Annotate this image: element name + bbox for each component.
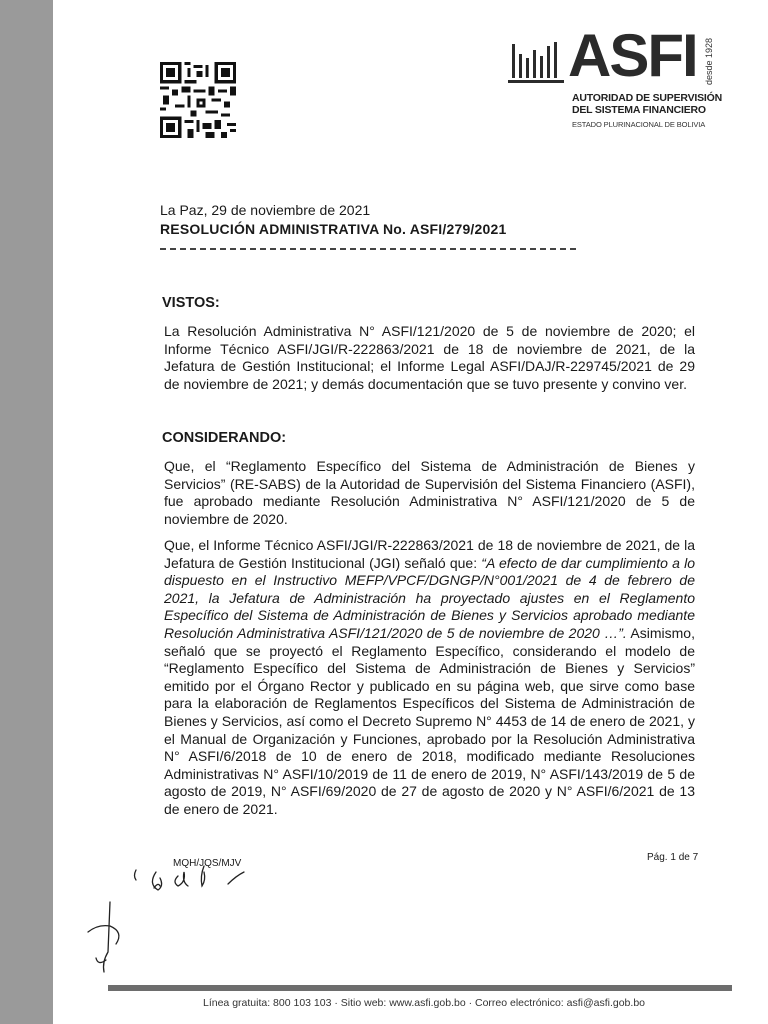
handwritten-signature-icon [70, 862, 290, 982]
logo-bars-icon [508, 40, 564, 90]
paragraph-2-quote: “A efecto de dar cumplimiento a lo dispuesto en el Instructivo MEFP/VPCF/DGNGP/N°001/2021 de 4 de febrero de 2021, la Jefatura de Administración ha proyectado ajustes en el Reglamento Específico del Sistema de Administración de Bienes y Servicios aprobado mediante Resolución Administrativa ASFI/121/2020 de 5 de noviembre de 2020 …”. [164, 554, 696, 641]
logo-line-1: AUTORIDAD DE SUPERVISIÓN [572, 92, 723, 104]
paragraph-2-intro: Que, el Informe Técnico ASFI/JGI/R-222863/2021 de 18 de noviembre de 2021, de la Jefatura de Gestión Institucional (JGI) señaló que: [164, 537, 695, 571]
logo-acronym: ASFI [568, 22, 697, 89]
logo-line-3: ESTADO PLURINACIONAL DE BOLIVIA [572, 120, 706, 129]
paragraph-2-body: Asimismo, señaló que se proyectó el Reglamento Específico, considerando el modelo de “Reglamento Específico del Sistema de Administración de Bienes y Servicios” emitido por el Órgano Rector y publicado en su página web, que sirve como base para la elaboración de Reglamentos Específicos del Sistema de Administración de Bienes y Servicios, así como el Decreto Supremo N° 4453 de 14 de enero de 2021, y el Manual de Organización y Funciones, aprobado por la Resolución Administrativa N° ASFI/6/2018 de 10 de enero de 2018, modificado mediante Resoluciones Administrativas N° ASFI/10/2019 de 11 de enero de 2019, N° ASFI/143/2019 de 5 de agosto de 2019, N° ASFI/69/2020 de 27 de agosto de 2020 y N° ASFI/6/2021 de 13 de enero de 2021. [164, 624, 695, 817]
qr-code-icon [160, 62, 236, 138]
vistos-paragraph: La Resolución Administrativa N° ASFI/121/2020 de 5 de noviembre de 2020; el Informe Técnico ASFI/JGI/R-222863/2021 de 18 de noviembre de 2021, de la Jefatura de Gestión Institucional; el Informe Legal ASFI/DAJ/R-229745/2021 de 29 de noviembre de 2021; y demás documentación que se tuvo presente y convino ver. [164, 323, 695, 392]
scan-edge-strip [0, 0, 53, 1024]
logo-line-2: DEL SISTEMA FINANCIERO [572, 104, 706, 116]
document-date: La Paz, 29 de noviembre de 2021 [160, 202, 371, 218]
considerando-paragraph-1: Que, el “Reglamento Específico del Sistema de Administración de Bienes y Servicios” (RE-SABS) de la Autoridad de Supervisión del Sistema Financiero (ASFI), fue aprobado mediante Resolución Administrativa N° ASFI/121/2020 de 5 de noviembre de 2020. [164, 458, 695, 527]
footer-contact: Línea gratuita: 800 103 103 · Sitio web: www.asfi.gob.bo · Correo electrónico: asfi@asfi.gob.bo [203, 997, 645, 1009]
vistos-heading: VISTOS: [162, 295, 220, 311]
considerando-heading: CONSIDERANDO: [162, 430, 287, 446]
resolution-title: RESOLUCIÓN ADMINISTRATIVA No. ASFI/279/2021 [160, 221, 507, 237]
considerando-paragraph-2 [164, 537, 695, 819]
author-initials: MQH/JQS/MJV [173, 858, 242, 869]
page-number: Pág. 1 de 7 [647, 852, 699, 863]
asfi-logo [508, 22, 723, 132]
logo-since: desde 1928 [704, 38, 714, 86]
dashed-separator [160, 248, 576, 250]
footer-bar [108, 985, 732, 991]
